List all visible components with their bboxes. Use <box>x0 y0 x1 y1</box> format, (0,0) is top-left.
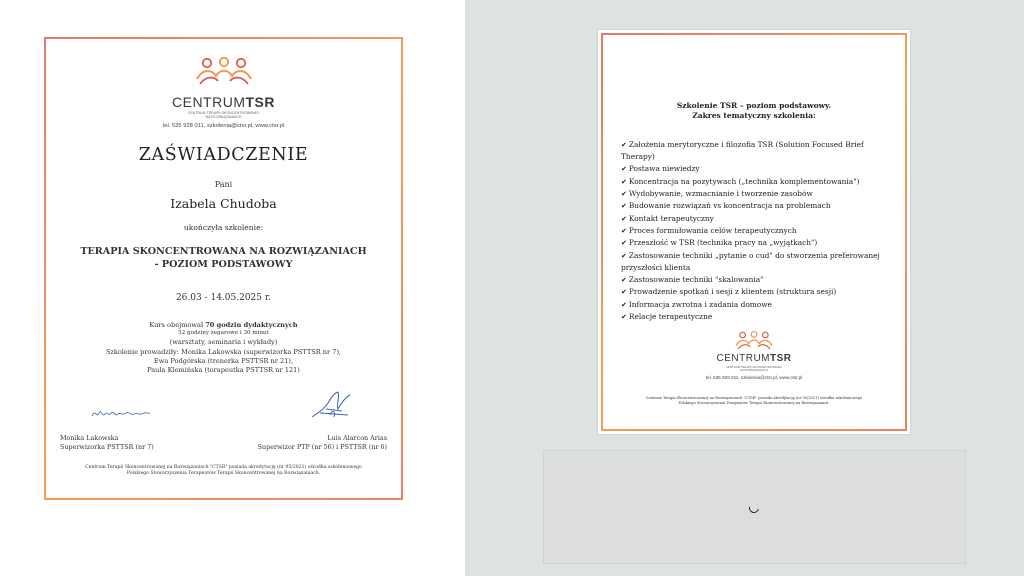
list-item: ✔ Kontakt terapeutyczny <box>621 213 889 225</box>
recipient-name: Izabela Chudoba <box>170 196 277 211</box>
topics-page <box>601 33 907 431</box>
brand-logo-text: CENTRUMTSR <box>172 94 275 110</box>
accreditation-note: Centrum Terapii Skoncentrowanej na Rozwiązaniach "CTSR" posiada akredytację (nr 95/2021) ośrodka szkoleniowego Polskiego Stowarzyszenia Terapeutów Terapii Skoncentrowanej na Rozwiązaniach. <box>85 465 362 477</box>
brand-tagline: CENTRUM TERAPII SKONCENTROWANEJ NA ROZWIĄZANIACH <box>187 111 260 120</box>
list-item: ✔ Założenia merytoryczne i filozofia TSR (Solution Focused Brief Therapy) <box>621 139 889 163</box>
list-item: ✔ Przeszłość w TSR (technika pracy na „wyjątkach") <box>621 237 889 249</box>
list-item: ✔ Prowadzenie spotkań i sesji z klientem (struktura sesji) <box>621 286 889 298</box>
certificate-title: ZAŚWIADCZENIE <box>138 145 309 165</box>
image-loading-placeholder <box>543 450 966 564</box>
list-item: ✔ Informacja zwrotna i zadania domowe <box>621 299 889 311</box>
completed-label: ukończyła szkolenie: <box>183 223 264 232</box>
topics-list <box>621 139 889 323</box>
contact-info: tel. 535 928 011, szkolenia@ctsr.pl, www.ctsr.pl <box>705 375 803 380</box>
list-item: ✔ Koncentracja na pozytywach („technika komplementowania") <box>621 176 889 188</box>
contact-info: tel. 535 928 011, szkolenia@ctsr.pl, www.ctsr.pl <box>162 123 285 129</box>
signer-left: Monika Lakowska Superwizorka PSTTSR (nr 7) <box>60 434 154 451</box>
certificate-page <box>44 37 403 500</box>
salutation: Pani <box>214 180 233 189</box>
accreditation-note: Centrum Terapii Skoncentrowanej na Rozwiązaniach "CTSR" posiada akredytację (nr 95/2021) ośrodka szkoleniowego Polskiego Stowarzyszenia Terapeutów Terapii Skoncentrowanej na Rozwiązaniach. <box>645 396 863 406</box>
list-item: ✔ Zastosowanie techniki "skalowania" <box>621 274 889 286</box>
list-item: ✔ Wydobywanie, wzmacnianie i tworzenie zasobów <box>621 188 889 200</box>
signer-right: Luis Alarcon Arias Superwizor PTP (nr 56) i PSTTSR (nr 6) <box>257 434 387 451</box>
topics-heading: Szkolenie TSR – poziom podstawowy. Zakres tematyczny szkolenia: <box>676 101 832 121</box>
list-item: ✔ Proces formułowania celów terapeutycznych <box>621 225 889 237</box>
list-item: ✔ Postawa niewiedzy <box>621 163 889 175</box>
list-item: ✔ Zastosowanie techniki „pytanie o cud" do stworzenia preferowanej przyszłości klienta <box>621 250 889 274</box>
list-item: ✔ Budowanie rozwiązań vs koncentracja na problemach <box>621 200 889 212</box>
course-dates: 26.03 - 14.05.2025 r. <box>175 293 272 303</box>
brand-tagline: CENTRUM TERAPII SKONCENTROWANEJ NA ROZWIĄZANIACH <box>726 365 782 373</box>
loading-spinner-icon <box>747 501 761 515</box>
three-people-logo-icon <box>734 331 774 351</box>
three-people-logo-icon <box>194 57 254 87</box>
signature-lakowska <box>90 405 152 421</box>
course-title: TERAPIA SKONCENTROWANA NA ROZWIĄZANIACH - POZIOM PODSTAWOWY <box>80 246 367 271</box>
brand-logo-text: CENTRUMTSR <box>716 353 792 364</box>
list-item: ✔ Relacje terapeutyczne <box>621 311 889 323</box>
signature-alarcon <box>308 389 356 421</box>
course-details: Kurs obejmował 70 godzin dydaktycznych 52 godziny zegarowe i 30 minut (warsztaty, seminaria i wykłady) Szkolenie prowadziły: Monika Lakowska (superwizorka PSTTSR nr 7), Ewa Podgórska (trenerka PSTTSR nr 21), Paula Klemińska (terapeutka PSTTSR nr 121) <box>105 321 342 375</box>
